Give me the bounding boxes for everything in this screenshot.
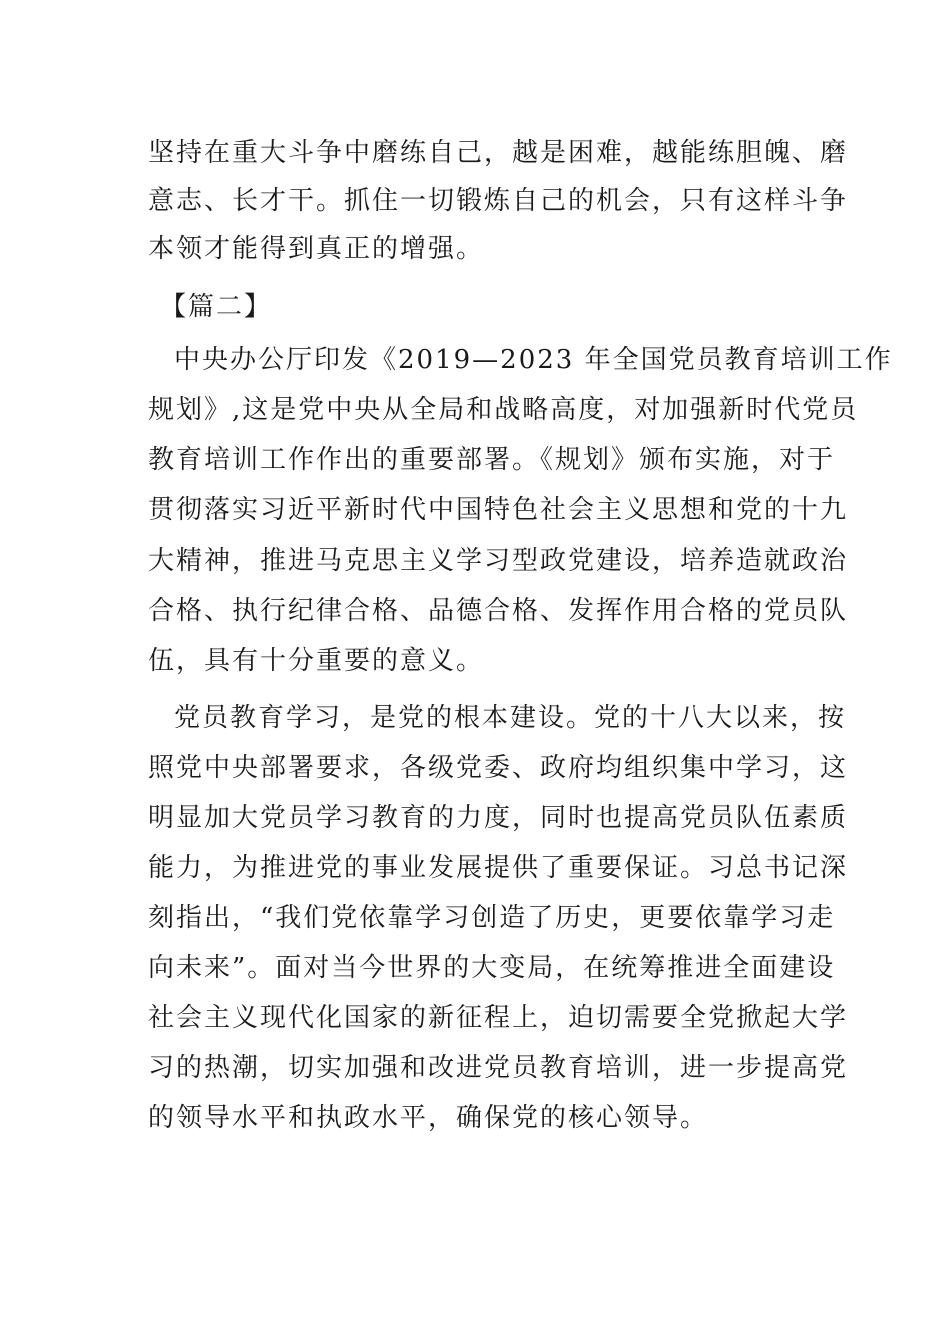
paragraph-line: 向未来”。面对当今世界的大变局，在统筹推进全面建设 [148,953,836,983]
paragraph-line: 合格、执行纪律合格、品德合格、发挥作用合格的党员队 [148,596,849,626]
paragraph-line: 刻指出，“我们党依靠学习创造了历史，更要依靠学习走 [148,903,836,933]
paragraph-line: 的领导水平和执政水平，确保党的核心领导。 [148,1103,709,1133]
paragraph-line: 习的热潮，切实加强和改进党员教育培训，进一步提高党 [148,1053,849,1083]
paragraph-line: 党员教育学习，是党的根本建设。党的十八大以来，按 [174,703,847,733]
paragraph-line: 中央办公厅印发《2019—2023 年全国党员教育培训工作 [174,345,893,375]
paragraph-line: 伍，具有十分重要的意义。 [148,646,485,676]
paragraph-line: 教育培训工作作出的重要部署。《规划》颁布实施，对于 [148,445,836,475]
paragraph-line: 明显加大党员学习教育的力度，同时也提高党员队伍素质 [148,803,849,833]
paragraph-line: 能力，为推进党的事业发展提供了重要保证。习总书记深 [148,853,849,883]
paragraph-line: 社会主义现代化国家的新征程上，迫切需要全党掀起大学 [148,1003,849,1033]
paragraph-line: 规划》,这是党中央从全局和战略高度，对加强新时代党员 [148,395,859,425]
paragraph-line: 意志、长才干。抓住一切锻炼自己的机会，只有这样斗争 [148,186,849,216]
section-heading: 【篇二】 [160,292,273,322]
paragraph-line: 坚持在重大斗争中磨练自己，越是困难，越能练胆魄、磨 [148,138,849,168]
paragraph-line: 照党中央部署要求，各级党委、政府均组织集中学习，这 [148,753,849,783]
paragraph-line: 大精神，推进马克思主义学习型政党建设，培养造就政治 [148,546,849,576]
paragraph-line: 贯彻落实习近平新时代中国特色社会主义思想和党的十九 [148,495,849,525]
paragraph-line: 本领才能得到真正的增强。 [148,234,485,264]
